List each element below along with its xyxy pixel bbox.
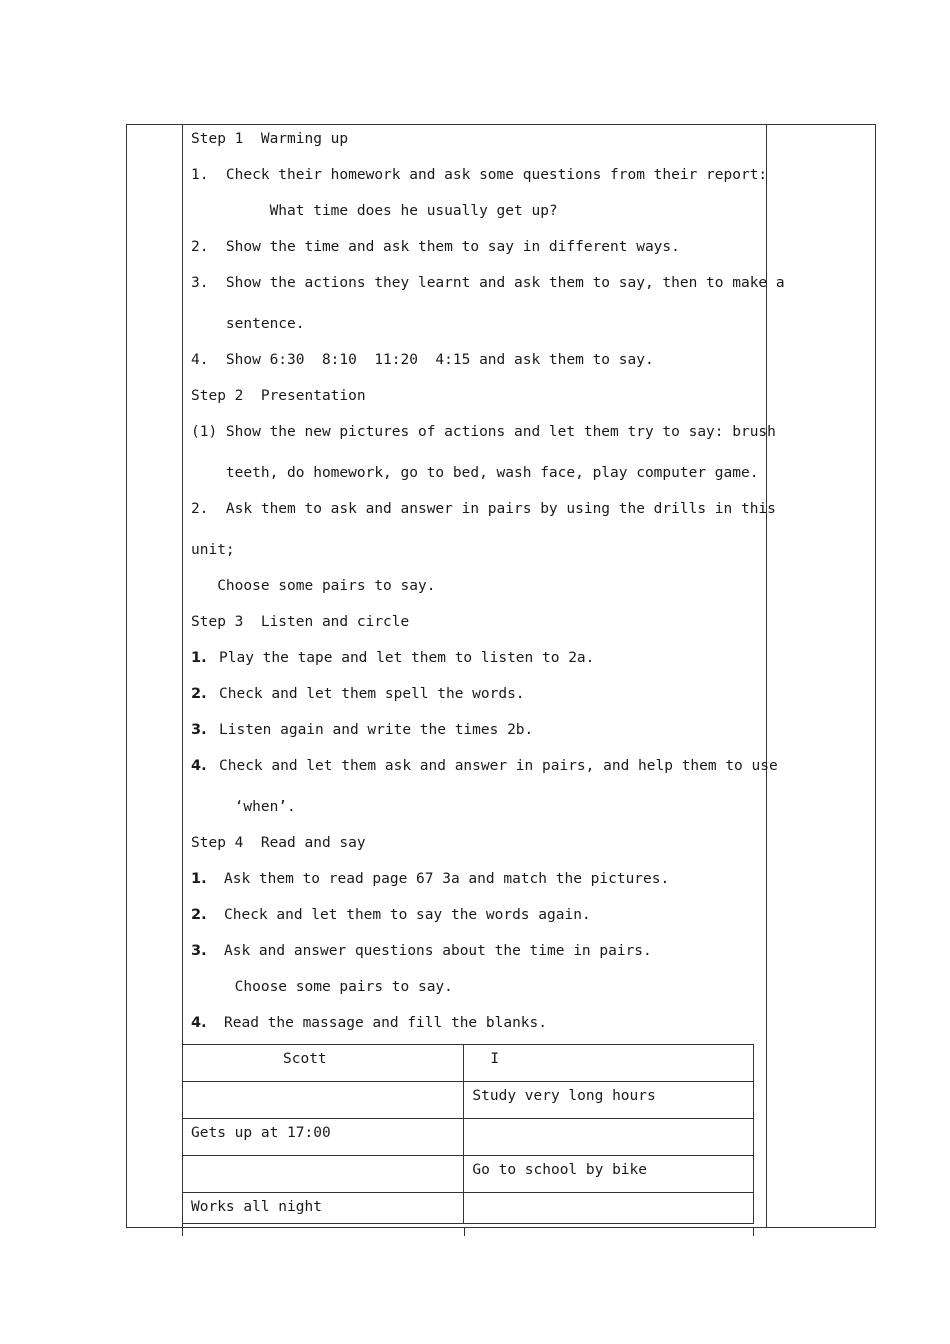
list-number: 4. bbox=[191, 758, 207, 774]
table-row bbox=[183, 1156, 754, 1193]
header-cell: Scott bbox=[183, 1045, 464, 1082]
table-row bbox=[183, 1193, 754, 1224]
text-line: Choose some pairs to say. bbox=[191, 578, 436, 594]
table-cell: Go to school by bike bbox=[464, 1156, 754, 1193]
text-line: ‘when’. bbox=[191, 799, 296, 815]
list-number: 2. bbox=[191, 686, 207, 702]
list-number: 4. bbox=[191, 1015, 207, 1031]
table-row bbox=[183, 1119, 754, 1156]
text-line: Ask and answer questions about the time in pairs. bbox=[224, 943, 652, 959]
table-cell bbox=[464, 1119, 754, 1156]
table-cell bbox=[183, 1156, 464, 1193]
table-border-stub bbox=[464, 1228, 465, 1236]
text-line: Check and let them ask and answer in pairs, and help them to use bbox=[219, 758, 778, 774]
table-cell bbox=[183, 1082, 464, 1119]
table-border-stub bbox=[182, 1228, 183, 1236]
text-line: 2. Ask them to ask and answer in pairs by using the drills in this bbox=[191, 501, 776, 517]
table-row bbox=[183, 1082, 754, 1119]
table-cell: Study very long hours bbox=[464, 1082, 754, 1119]
table-cell: Gets up at 17:00 bbox=[183, 1119, 464, 1156]
list-number: 3. bbox=[191, 943, 207, 959]
step-heading: Step 4 Read and say bbox=[191, 835, 366, 851]
text-line: teeth, do homework, go to bed, wash face, play computer game. bbox=[191, 465, 759, 481]
text-line: 2. Show the time and ask them to say in different ways. bbox=[191, 239, 680, 255]
text-line: Play the tape and let them to listen to 2a. bbox=[219, 650, 595, 666]
text-line: Choose some pairs to say. bbox=[191, 979, 453, 995]
step-heading: Step 2 Presentation bbox=[191, 388, 366, 404]
text-line: 4. Show 6:30 8:10 11:20 4:15 and ask them to say. bbox=[191, 352, 654, 368]
text-line: Check and let them to say the words again. bbox=[224, 907, 591, 923]
text-line: 3. Show the actions they learnt and ask them to say, then to make a bbox=[191, 275, 785, 291]
step-heading: Step 3 Listen and circle bbox=[191, 614, 410, 630]
text-line: 1. Check their homework and ask some questions from their report: bbox=[191, 167, 768, 183]
text-line: Ask them to read page 67 3a and match the pictures. bbox=[224, 871, 670, 887]
list-number: 2. bbox=[191, 907, 207, 923]
list-number: 1. bbox=[191, 650, 207, 666]
text-line: Listen again and write the times 2b. bbox=[219, 722, 534, 738]
table-cell bbox=[464, 1193, 754, 1224]
table-header-row bbox=[183, 1045, 754, 1082]
text-line: What time does he usually get up? bbox=[191, 203, 558, 219]
table-cell: Works all night bbox=[183, 1193, 464, 1224]
list-number: 3. bbox=[191, 722, 207, 738]
step-heading: Step 1 Warming up bbox=[191, 131, 349, 147]
table-border-stub bbox=[753, 1228, 754, 1236]
text-line: sentence. bbox=[191, 316, 305, 332]
text-line: (1) Show the new pictures of actions and let them try to say: brush bbox=[191, 424, 776, 440]
list-number: 1. bbox=[191, 871, 207, 887]
header-cell: I bbox=[464, 1045, 754, 1082]
text-line: unit; bbox=[191, 542, 235, 558]
fill-blanks-table bbox=[182, 1044, 754, 1224]
text-line: Read the massage and fill the blanks. bbox=[224, 1015, 548, 1031]
text-line: Check and let them spell the words. bbox=[219, 686, 525, 702]
